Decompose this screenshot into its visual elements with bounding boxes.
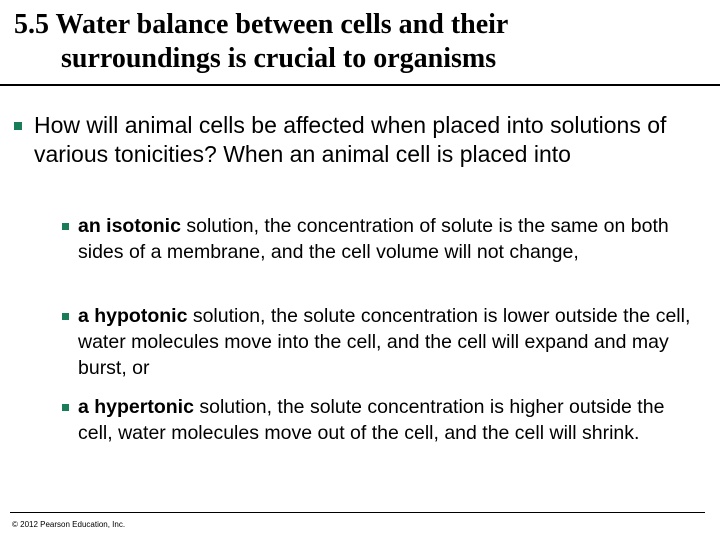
sub-bullet-body: solution, the concentration of solute is the same on both sides of a membrane, and the cell volume will not change, [78, 215, 669, 263]
sub-bullet-isotonic [62, 213, 692, 265]
sub-bullet-text [62, 303, 692, 381]
sub-bullet-hypotonic [62, 303, 692, 381]
sub-bullet-body: solution, the solute concentration is higher outside the cell, water molecules move out of the cell, and the cell will shrink. [78, 396, 665, 444]
square-bullet-icon [62, 404, 69, 411]
sub-bullet-text [62, 213, 692, 265]
square-bullet-icon [14, 122, 22, 130]
title-line-1: 5.5 Water balance between cells and their [14, 9, 509, 40]
sub-bullet-term: a hypertonic [78, 396, 194, 418]
sub-bullet-term: an isotonic [78, 215, 181, 237]
footer-divider [10, 512, 705, 513]
slide-title [14, 8, 704, 76]
main-bullet [14, 111, 694, 169]
copyright-footer: © 2012 Pearson Education, Inc. [12, 520, 126, 529]
sub-bullet-hypertonic [62, 394, 692, 446]
square-bullet-icon [62, 313, 69, 320]
sub-bullet-body: solution, the solute concentration is lower outside the cell, water molecules move into the cell, and the cell will expand and may burst, or [78, 305, 691, 379]
title-line-2: surroundings is crucial to organisms [61, 43, 497, 74]
square-bullet-icon [62, 223, 69, 230]
sub-bullet-term: a hypotonic [78, 305, 188, 327]
sub-bullet-text [62, 394, 692, 446]
main-bullet-text: How will animal cells be affected when placed into solutions of various tonicities? When an animal cell is placed into [34, 112, 667, 167]
title-divider [0, 84, 720, 86]
